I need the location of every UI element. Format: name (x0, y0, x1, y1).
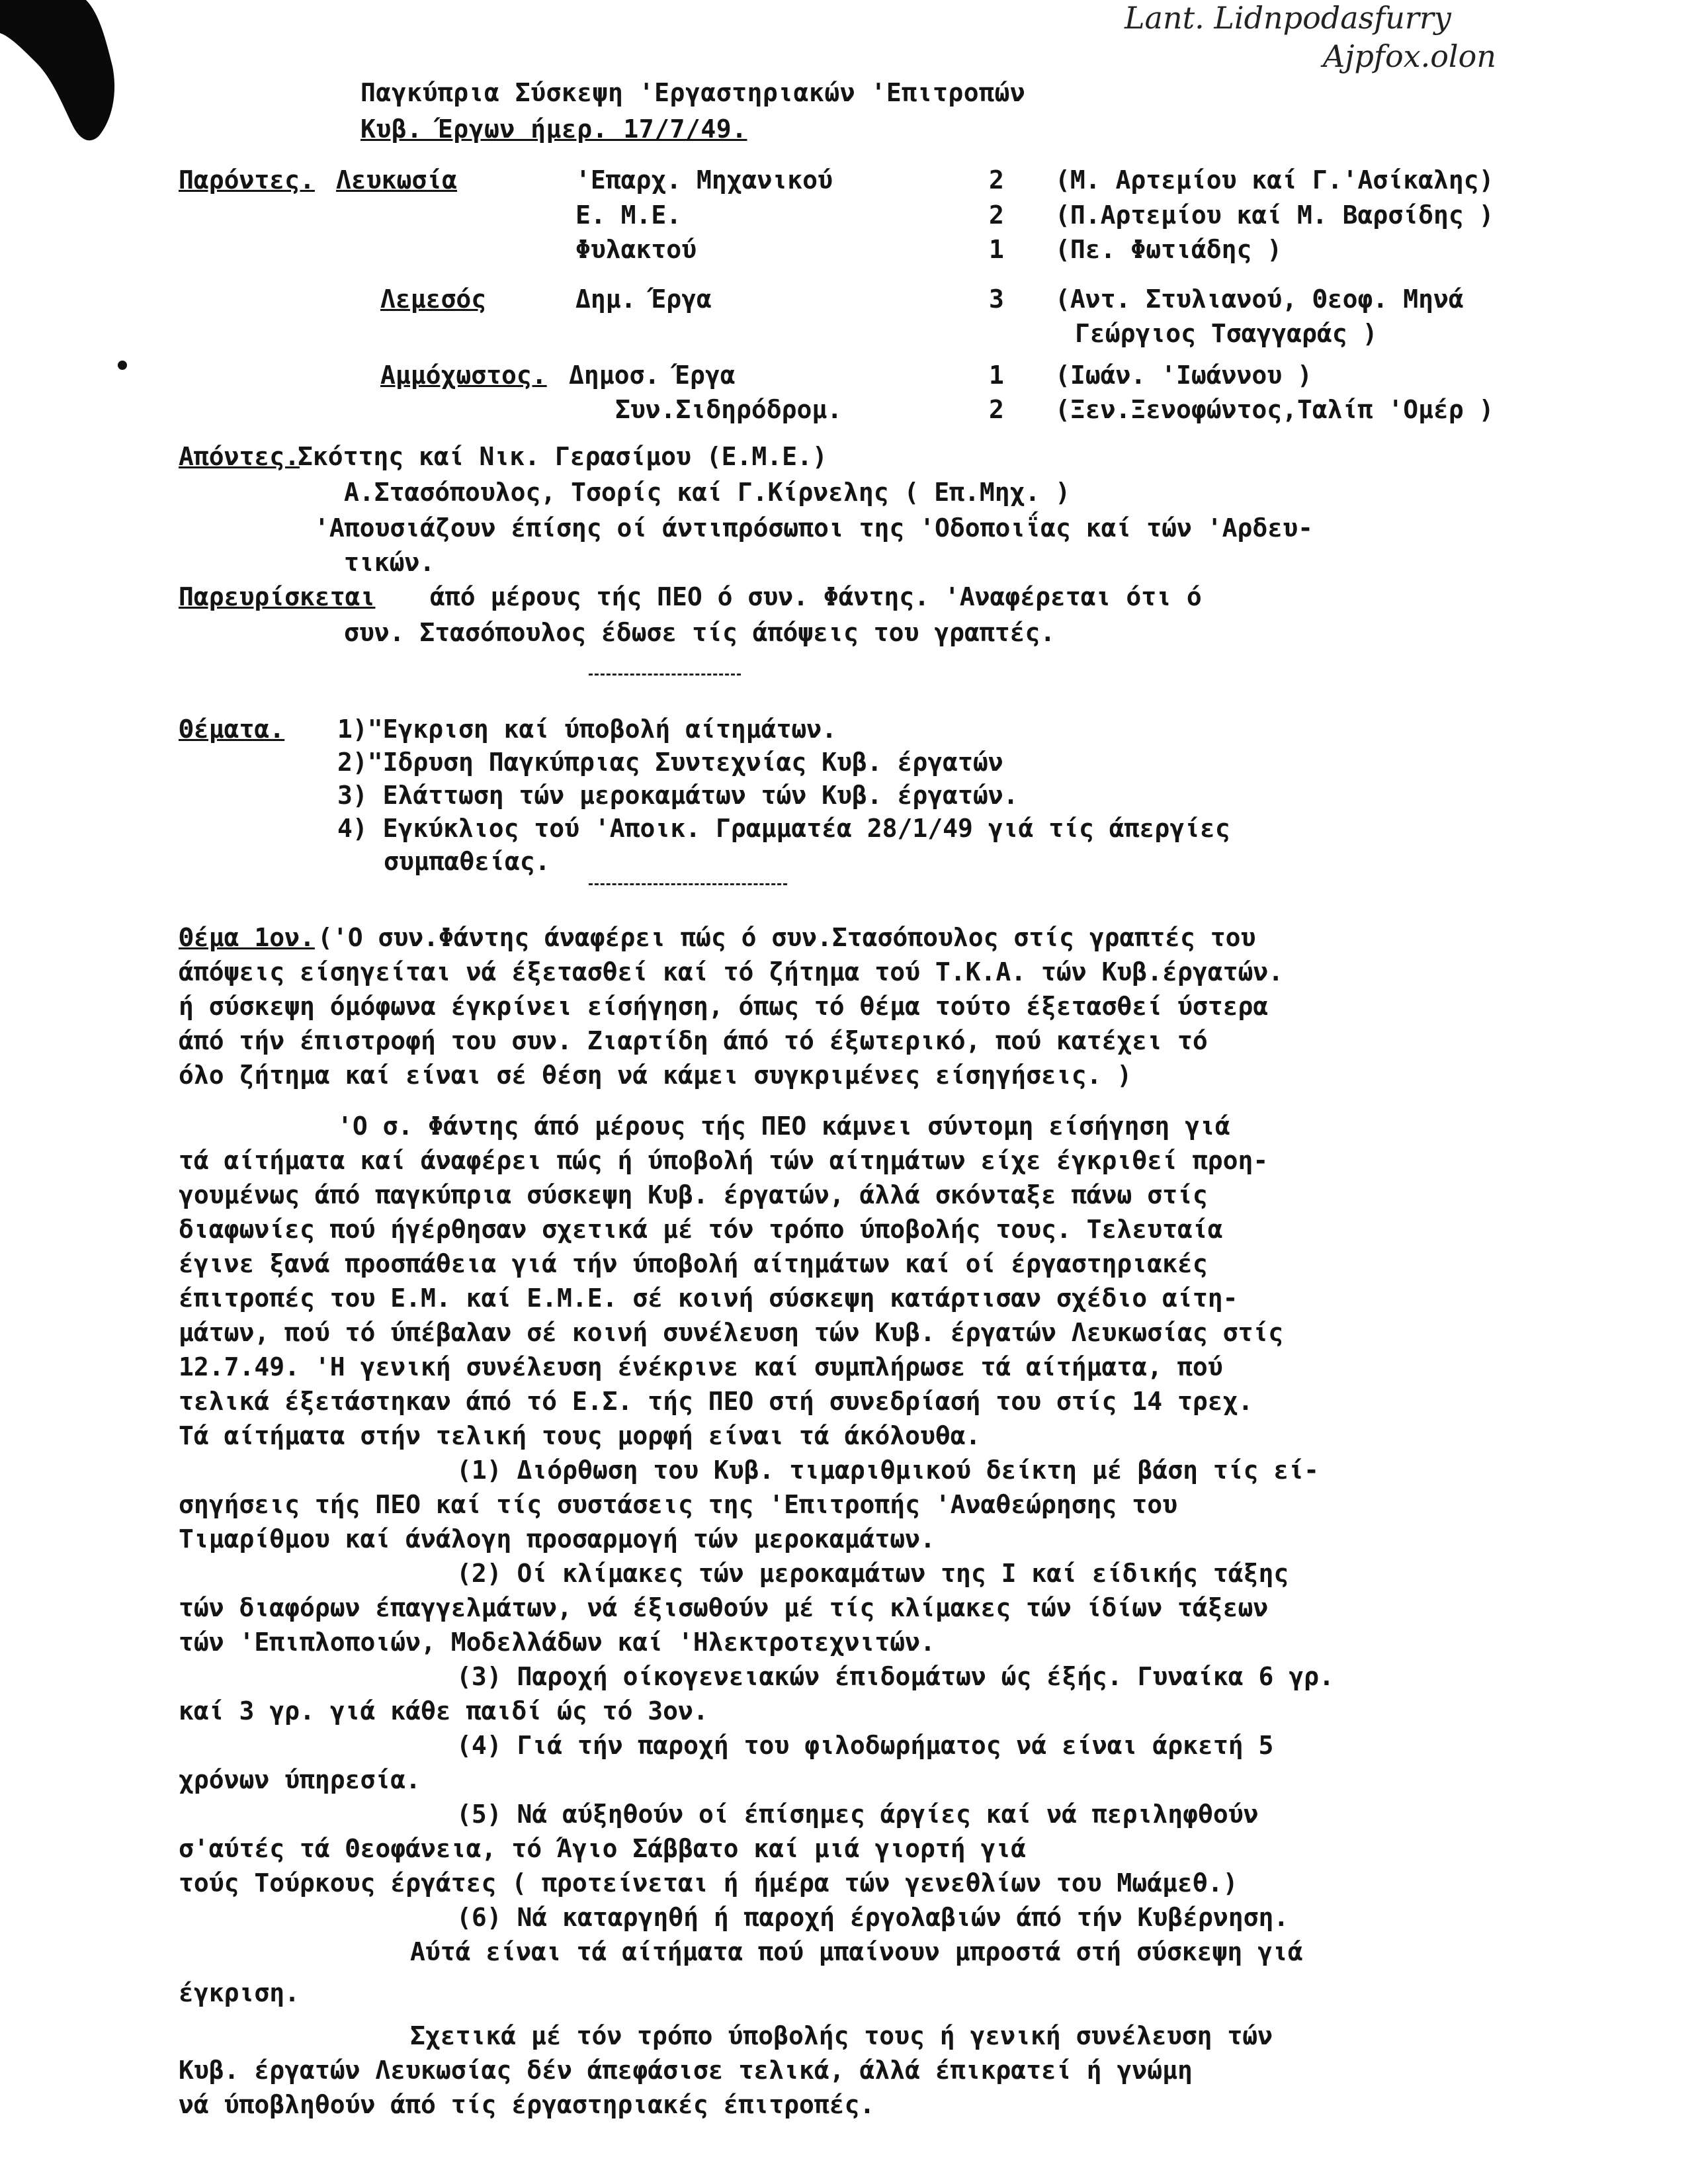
body-line: άπόψεις είσηγείται νά έξετασθεί καί τό ζήτημα τού Τ.Κ.Α. τών Κυβ.έργατών. (179, 957, 1284, 986)
topic-item: 4) Εγκύκλιος τού 'Αποικ. Γραμματέα 28/1/49 γιά τίς άπεργίες (337, 814, 1230, 843)
demand-line: καί 3 γρ. γιά κάθε παιδί ώς τό 3ον. (179, 1696, 708, 1725)
present-names: (Ιωάν. 'Ιωάννου ) (1055, 361, 1312, 390)
present-names: (Μ. Αρτεμίου καί Γ.'Ασίκαλης) (1055, 165, 1494, 195)
absent-line: Σκόττης καί Νικ. Γερασίμου (Ε.Μ.Ε.) (298, 442, 827, 471)
body-line: 'Ο σ. Φάντης άπό μέρους τής ΠΕΟ κάμνει σύντομη είσήγηση γιά (337, 1112, 1230, 1141)
document-subtitle: Κυβ. Έργων ήμερ. 17/7/49. (360, 114, 747, 144)
ink-dot-mark (118, 361, 127, 370)
body-line: τά αίτήματα καί άναφέρει πώς ή ύποβολή τών αίτημάτων είχε έγκριθεί προη- (179, 1146, 1269, 1175)
present-count: 2 (989, 165, 1004, 195)
present-dept: Δημ. Έργα (575, 284, 712, 314)
absent-line: 'Απουσιάζουν έπίσης οί άντιπρόσωποι της 'Οδοποιΐας καί τών 'Αρδευ- (314, 513, 1313, 543)
body-line: άπό τήν έπιστροφή του συν. Ζιαρτίδη άπό τό έξωτερικό, πού κατέχει τό (179, 1026, 1208, 1055)
demand-line: Τιμαρίθμου καί άνάλογη προσαρμογή τών μεροκαμάτων. (179, 1524, 935, 1553)
absent-line: τικών. (344, 548, 435, 577)
demand-line: (5) Νά αύξηθούν οί έπίσημες άργίες καί νά περιληφθούν (456, 1800, 1259, 1829)
present-dept: Δημοσ. Έργα (569, 361, 736, 390)
demand-line: τούς Τούρκους έργάτες ( προτείνεται ή ήμέρα τών γενεθλίων του Μωάμεθ.) (179, 1868, 1238, 1898)
attends-label: Παρευρίσκεται (179, 582, 376, 611)
topic-item: 2)"Ιδρυση Παγκύπριας Συντεχνίας Κυβ. έργατών (337, 748, 1003, 777)
present-count: 2 (989, 200, 1004, 230)
body-line: ('Ο συν.Φάντης άναφέρει πώς ό συν.Στασόπουλος στίς γραπτές του (318, 923, 1256, 952)
body-line: Αύτά είναι τά αίτήματα πού μπαίνουν μπροστά στή σύσκεψη γιά (410, 1937, 1303, 1966)
present-label: Παρόντες. (179, 165, 315, 195)
body-line: διαφωνίες πού ήγέρθησαν σχετικά μέ τόν τρόπο ύποβολής τους. Τελευταία (179, 1215, 1223, 1244)
handwritten-note-line-1: Lant. Lidnpodasfurry (1124, 0, 1451, 36)
present-count: 3 (989, 284, 1004, 314)
topic-item: 1)"Εγκριση καί ύποβολή αίτημάτων. (337, 715, 837, 744)
body-line: έγινε ξανά προσπάθεια γιά τήν ύποβολή αίτημάτων καί οί έργαστηριακές (179, 1249, 1208, 1278)
present-dept: Φυλακτού (575, 235, 697, 264)
ink-blot-mark (0, 0, 119, 146)
present-count: 2 (989, 395, 1004, 424)
demand-line: χρόνων ύπηρεσία. (179, 1765, 421, 1794)
absent-line: Α.Στασόπουλος, Τσορίς καί Γ.Κίρνελης ( Επ.Μηχ. ) (344, 478, 1071, 507)
present-dept: 'Επαρχ. Μηχανικού (575, 165, 833, 195)
body-line: Σχετικά μέ τόν τρόπο ύποβολής τους ή γενική συνέλευση τών (410, 2021, 1273, 2050)
attends-line: συν. Στασόπουλος έδωσε τίς άπόψεις του γραπτές. (344, 618, 1056, 647)
present-count: 1 (989, 361, 1004, 390)
topics-label: Θέματα. (179, 715, 285, 744)
demand-line: (4) Γιά τήν παροχή του φιλοδωρήματος νά είναι άρκετή 5 (456, 1731, 1274, 1760)
demand-line: σ'αύτές τά Θεοφάνεια, τό Άγιο Σάββατο καί μιά γιορτή γιά (179, 1834, 1027, 1863)
demand-line: τών διαφόρων έπαγγελμάτων, νά έξισωθούν μέ τίς κλίμακες τών ίδίων τάξεων (179, 1593, 1269, 1622)
present-names: (Αντ. Στυλιανού, Θεοφ. Μηνά (1055, 284, 1464, 314)
demand-line: (2) Οί κλίμακες τών μεροκαμάτων της Ι καί είδικής τάξης (456, 1559, 1289, 1588)
present-dept: Συν.Σιδηρόδρομ. (615, 395, 843, 424)
absent-label: Απόντες. (179, 442, 300, 471)
body-line: μάτων, πού τό ύπέβαλαν σέ κοινή συνέλευση τών Κυβ. έργατών Λευκωσίας στίς (179, 1318, 1284, 1347)
place-nicosia: Λευκωσία (336, 165, 458, 195)
body-line: έγκριση. (179, 1978, 300, 2007)
present-names: (Ξεν.Ξενοφώντος,Ταλίπ 'Ομέρ ) (1055, 395, 1494, 424)
body-line: 12.7.49. 'Η γενική συνέλευση ένέκρινε καί συμπλήρωσε τά αίτήματα, πού (179, 1352, 1223, 1381)
body-line: Κυβ. έργατών Λευκωσίας δέν άπεφάσισε τελικά, άλλά έπικρατεί ή γνώμη (179, 2056, 1193, 2085)
present-count: 1 (989, 235, 1004, 264)
place-famagusta: Αμμόχωστος. (380, 361, 547, 390)
topic-item: 3) Ελάττωση τών μεροκαμάτων τών Κυβ. έργατών. (337, 781, 1019, 810)
demand-line: σηγήσεις τής ΠΕΟ καί τίς συστάσεις της 'Επιτροπής 'Αναθεώρησης του (179, 1490, 1177, 1519)
document-title: Παγκύπρια Σύσκεψη 'Εργαστηριακών 'Επιτροπών (360, 78, 1026, 107)
body-line: νά ύποβληθούν άπό τίς έργαστηριακές έπιτροπές. (179, 2090, 875, 2119)
present-names: Γεώργιος Τσαγγαράς ) (1075, 319, 1378, 348)
demand-line: τών 'Επιπλοποιών, Μοδελλάδων καί 'Ηλεκτροτεχνιτών. (179, 1628, 935, 1657)
body-line: τελικά έξετάστηκαν άπό τό Ε.Σ. τής ΠΕΟ στή συνεδρίασή του στίς 14 τρεχ. (179, 1387, 1253, 1416)
topic-item: συμπαθείας. (384, 847, 550, 876)
demand-line: (6) Νά καταργηθή ή παροχή έργολαβιών άπό τήν Κυβέρνηση. (456, 1903, 1289, 1932)
present-names: (Πε. Φωτιάδης ) (1055, 235, 1283, 264)
separator-line (589, 674, 741, 677)
place-limassol: Λεμεσός (380, 284, 487, 314)
handwritten-note-line-2: Ajpfox.olon (1323, 38, 1496, 74)
present-names: (Π.Αρτεμίου καί Μ. Βαρσίδης ) (1055, 200, 1494, 230)
body-line: Τά αίτήματα στήν τελική τους μορφή είναι τά άκόλουθα. (179, 1421, 981, 1450)
demand-line: (1) Διόρθωση του Κυβ. τιμαριθμικού δείκτη μέ βάση τίς εί- (456, 1456, 1320, 1485)
body-line: ή σύσκεψη όμόφωνα έγκρίνει είσήγηση, όπως τό θέμα τούτο έξετασθεί ύστερα (179, 992, 1269, 1021)
topic-1-label: Θέμα 1ον. (179, 923, 315, 952)
attends-line: άπό μέρους τής ΠΕΟ ό συν. Φάντης. 'Αναφέρεται ότι ό (430, 582, 1202, 611)
separator-line (589, 883, 787, 887)
body-line: έπιτροπές του Ε.Μ. καί Ε.Μ.Ε. σέ κοινή σύσκεψη κατάρτισαν σχέδιο αίτη- (179, 1284, 1238, 1313)
body-line: όλο ζήτημα καί είναι σέ θέση νά κάμει συγκριμένες είσηγήσεις. ) (179, 1061, 1132, 1090)
present-dept: Ε. Μ.Ε. (575, 200, 682, 230)
body-line: γουμένως άπό παγκύπρια σύσκεψη Κυβ. έργατών, άλλά σκόνταξε πάνω στίς (179, 1180, 1208, 1209)
demand-line: (3) Παροχή οίκογενειακών έπιδομάτων ώς έξής. Γυναίκα 6 γρ. (456, 1662, 1334, 1691)
